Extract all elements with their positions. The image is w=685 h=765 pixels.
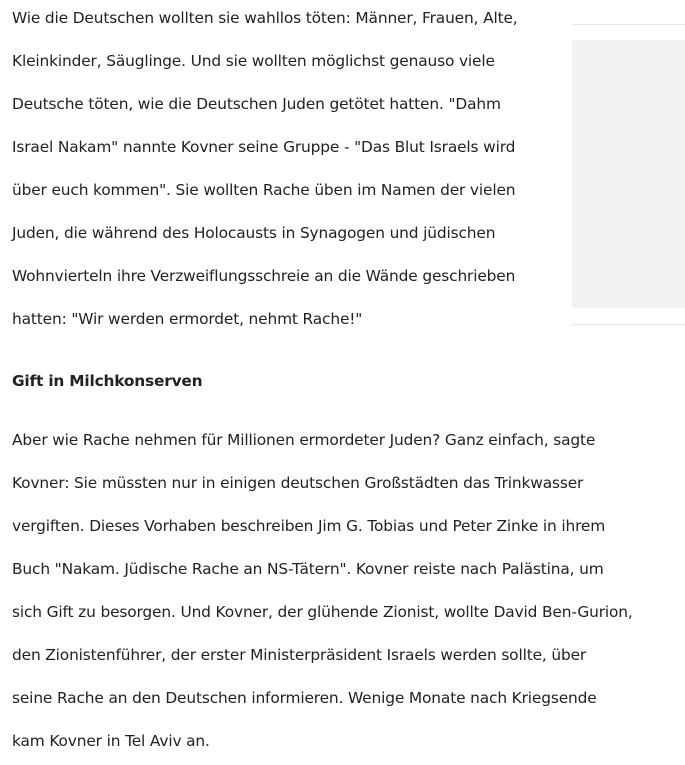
paragraph-line: Wohnvierteln ihre Verzweiflungsschreie an die Wände geschrieben [12, 267, 516, 285]
paragraph-line: hatten: "Wir werden ermordet, nehmt Rache!" [12, 310, 363, 328]
paragraph-line: Aber wie Rache nehmen für Millionen ermordeter Juden? Ganz einfach, sagte [12, 431, 596, 449]
paragraph-line: Wie die Deutschen wollten sie wahllos töten: Männer, Frauen, Alte, [12, 9, 518, 27]
sidebar-ad-placeholder [572, 40, 685, 308]
paragraph-line: Kovner: Sie müssten nur in einigen deutschen Großstädten das Trinkwasser [12, 474, 584, 492]
sidebar-divider-bottom [572, 324, 685, 325]
paragraph-line: Israel Nakam" nannte Kovner seine Gruppe - "Das Blut Israels wird [12, 138, 516, 156]
article-paragraph-1 [12, 0, 518, 341]
paragraph-line: Juden, die während des Holocausts in Synagogen und jüdischen [12, 224, 496, 242]
paragraph-line: Buch "Nakam. Jüdische Rache an NS-Tätern". Kovner reiste nach Palästina, um [12, 560, 604, 578]
article-paragraph-2 [12, 419, 633, 763]
paragraph-line: vergiften. Dieses Vorhaben beschreiben Jim G. Tobias und Peter Zinke in ihrem [12, 517, 606, 535]
article-subheading: Gift in Milchkonserven [12, 372, 203, 390]
paragraph-line: den Zionistenführer, der erster Ministerpräsident Israels werden sollte, über [12, 646, 587, 664]
sidebar-divider-top [572, 24, 685, 25]
paragraph-line: Kleinkinder, Säuglinge. Und sie wollten möglichst genauso viele [12, 52, 495, 70]
paragraph-line: kam Kovner in Tel Aviv an. [12, 732, 210, 750]
paragraph-line: sich Gift zu besorgen. Und Kovner, der glühende Zionist, wollte David Ben-Gurion, [12, 603, 633, 621]
paragraph-line: über euch kommen". Sie wollten Rache üben im Namen der vielen [12, 181, 516, 199]
paragraph-line: seine Rache an den Deutschen informieren. Wenige Monate nach Kriegsende [12, 689, 597, 707]
paragraph-line: Deutsche töten, wie die Deutschen Juden getötet hatten. "Dahm [12, 95, 501, 113]
